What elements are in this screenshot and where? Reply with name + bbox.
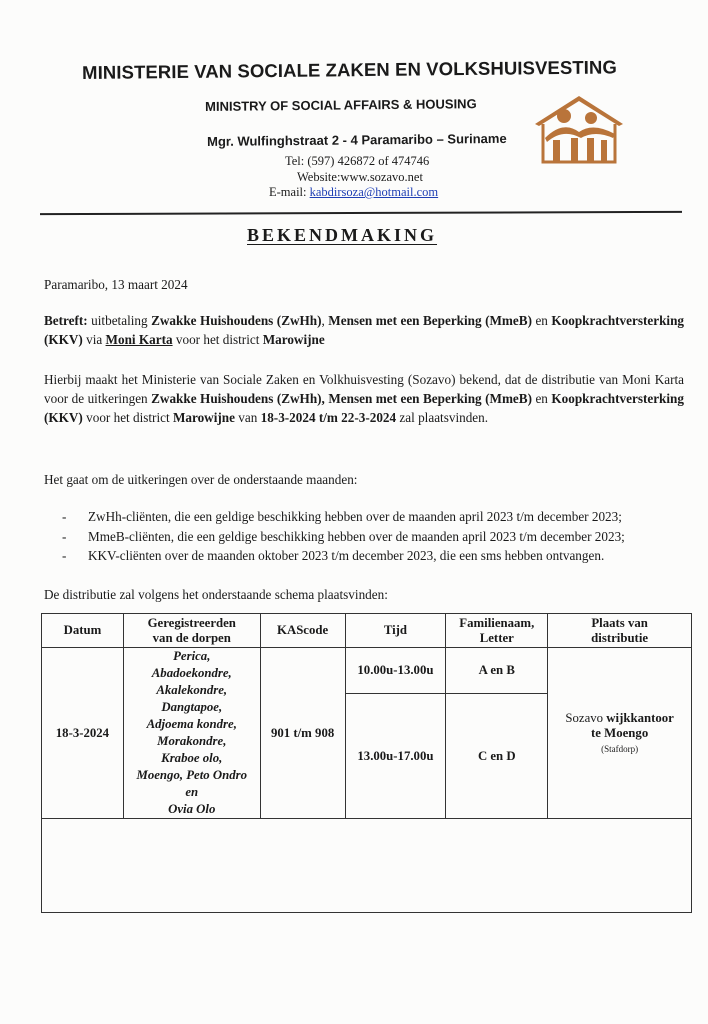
plaats-note: (Stafdorp)	[601, 743, 639, 754]
subject-text: via	[82, 332, 106, 347]
header-dorpen	[123, 614, 260, 648]
subject-text: ,	[321, 313, 329, 328]
subject-label: Betreft:	[44, 313, 88, 328]
cell-letter-2: C en D	[446, 694, 548, 819]
subject-district: Marowijne	[262, 332, 325, 347]
cell-plaats	[548, 648, 692, 819]
intro-bold: Zwakke Huishoudens (ZwHh), Mensen met een Beperking (MmeB)	[151, 391, 532, 406]
table-empty-row	[42, 819, 692, 913]
village-name: Moengo, Peto Ondro	[136, 768, 248, 782]
list-item: - KKV-cliënten over de maanden oktober 2023 t/m december 2023, die een sms hebben ontvangen.	[60, 546, 690, 566]
header-dorpen-line2: van de dorpen	[152, 630, 231, 645]
header-plaats	[548, 614, 692, 648]
figure-head-left	[557, 109, 571, 123]
figure-arms	[545, 127, 615, 142]
header-divider	[40, 211, 682, 215]
email-link[interactable]: kabdirsoza@hotmail.com	[309, 185, 439, 199]
months-intro: Het gaat om de uitkeringen over de onderstaande maanden:	[44, 472, 358, 487]
table-row	[42, 648, 692, 694]
months-list	[60, 507, 690, 566]
page-title: BEKENDMAKING	[247, 225, 438, 245]
intro-paragraph	[44, 370, 684, 427]
header-tijd: Tijd	[345, 614, 446, 648]
ministry-telephone: Tel: (597) 426872 of 474746	[285, 154, 430, 168]
ministry-address: Mgr. Wulfinghstraat 2 - 4 Paramaribo – Suriname	[207, 130, 507, 149]
subject-text: voor het district	[172, 332, 263, 347]
table-header-row	[42, 614, 692, 648]
village-name: Ovia Olo	[168, 802, 216, 816]
header-plaats-line1: Plaats van	[591, 615, 648, 630]
village-name: Abadoekondre,	[151, 666, 232, 680]
cell-tijd-2: 13.00u-17.00u	[345, 694, 446, 819]
schema-intro: De distributie zal volgens het onderstaande schema plaatsvinden:	[44, 587, 388, 602]
list-item: - ZwHh-cliënten, die een geldige beschikking hebben over de maanden april 2023 t/m december 2023;	[60, 507, 690, 527]
intro-text: van	[234, 410, 261, 425]
figure-body-4	[601, 140, 607, 162]
header-familie-line2: Letter	[479, 630, 514, 645]
subject-text: en	[531, 313, 552, 328]
intro-text: Hierbij maakt het Ministerie van Sociale Zaken en Volkhuisvesting (Sozavo) bekend, dat de distributie van Moni Karta voor de uitkeringen	[44, 372, 684, 406]
intro-district: Marowijne	[172, 410, 235, 425]
sozavo-house-logo	[531, 88, 627, 168]
village-name: Morakondre,	[157, 734, 227, 748]
intro-dates: 18-3-2024 t/m 22-3-2024	[260, 410, 397, 425]
cell-letter-1: A en B	[446, 648, 548, 694]
ministry-name-nl: MINISTERIE VAN SOCIALE ZAKEN EN VOLKSHUISVESTING	[82, 56, 618, 83]
subject-text: uitbetaling	[87, 313, 152, 328]
subject-bold: Koopkrachtversterking (KKV)	[44, 313, 685, 347]
village-name: Akalekondre,	[156, 683, 228, 697]
header-familie-line1: Familienaam,	[459, 615, 535, 630]
village-name: Adjoema kondre,	[146, 717, 237, 731]
header-dorpen-line1: Geregistreerden	[147, 615, 236, 630]
cell-dorpen	[123, 648, 260, 819]
date-line: Paramaribo, 13 maart 2024	[44, 277, 188, 292]
subject-moni-karta: Moni Karta	[105, 332, 173, 347]
house-roof-outline	[535, 96, 623, 126]
plaats-text: Sozavo	[565, 710, 607, 725]
header-datum: Datum	[42, 614, 124, 648]
header-familienaam	[446, 614, 548, 648]
subject-bold: Mensen met een Beperking (MmeB)	[328, 313, 532, 328]
intro-text: en	[531, 391, 552, 406]
subject-paragraph	[44, 311, 684, 349]
cell-tijd-1: 10.00u-13.00u	[345, 648, 446, 694]
ministry-email	[269, 185, 438, 200]
intro-text: voor het district	[82, 410, 173, 425]
cell-datum: 18-3-2024	[42, 648, 124, 819]
intro-text: zal plaatsvinden.	[396, 410, 489, 425]
village-name: en	[185, 785, 199, 799]
email-label: E-mail:	[269, 185, 310, 199]
figure-body-3	[587, 138, 594, 162]
header-plaats-line2: distributie	[591, 630, 649, 645]
header-kascode: KAScode	[260, 614, 345, 648]
intro-bold: Koopkrachtversterking (KKV)	[44, 391, 684, 425]
cell-kascode: 901 t/m 908	[260, 648, 345, 819]
village-name: Perica,	[173, 649, 211, 663]
plaats-bold: te Moengo	[591, 725, 649, 740]
ministry-name-en: MINISTRY OF SOCIAL AFFAIRS & HOUSING	[205, 96, 477, 114]
distribution-table	[41, 613, 692, 913]
empty-cell	[42, 819, 692, 913]
plaats-bold: wijkkantoor	[606, 710, 674, 725]
list-item: - MmeB-cliënten, die een geldige beschikking hebben over de maanden april 2023 t/m december 2023;	[60, 527, 690, 547]
ministry-website: Website:www.sozavo.net	[297, 170, 423, 184]
village-name: Kraboe olo,	[161, 751, 223, 765]
figure-head-right	[585, 112, 597, 124]
figure-body-1	[553, 140, 560, 162]
subject-bold: Zwakke Huishoudens (ZwHh)	[151, 313, 322, 328]
village-name: Dangtapoe,	[161, 700, 223, 714]
figure-body-2	[571, 138, 578, 162]
